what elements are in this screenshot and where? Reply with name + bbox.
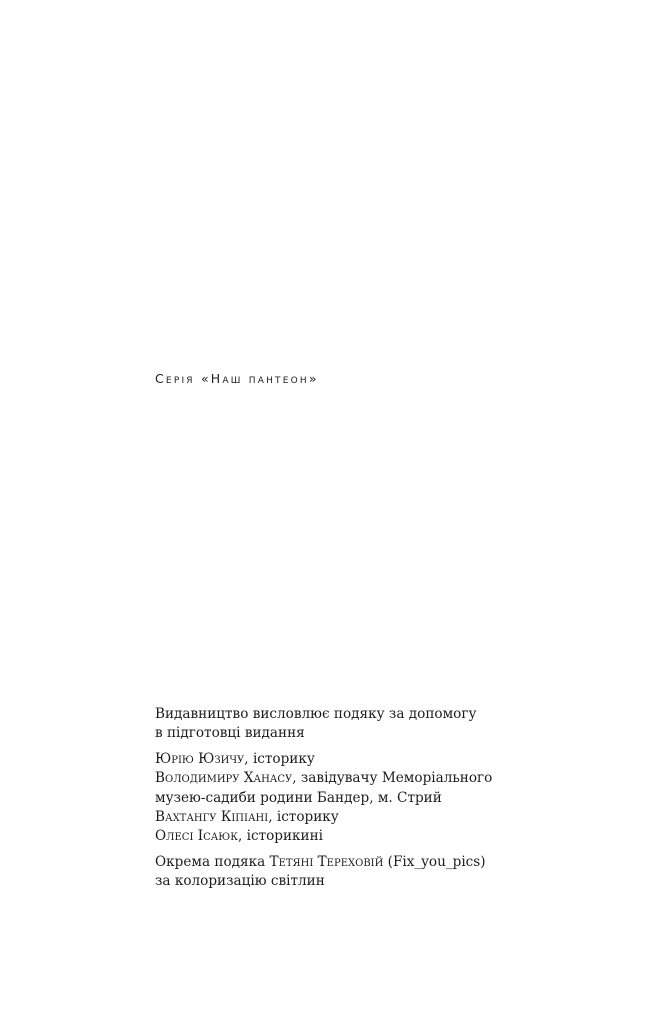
person-line <box>155 827 635 846</box>
special-suffix: (Fix_you_pics) <box>383 853 486 870</box>
person-line-continuation <box>155 789 635 808</box>
special-name: Тетяні Тереховій <box>269 853 384 870</box>
person-name: Володимиру Ханасу <box>155 770 293 787</box>
special-prefix: Окрема подяка <box>155 853 270 870</box>
person-role: , історикині <box>237 828 324 845</box>
acknowledgements-intro <box>155 705 635 744</box>
special-thanks <box>155 853 635 892</box>
person-name: Вахтангу Кіпіані <box>155 809 269 826</box>
series-label: Серія <box>155 371 195 386</box>
series-title <box>155 371 319 386</box>
person-role: музею-садиби родини Бандер, м. Стрий <box>155 789 442 806</box>
special-thanks-line-2: за колоризацію світлин <box>155 873 325 890</box>
person-line <box>155 769 635 788</box>
intro-line-1: Видавництво висловлює подяку за допомогу <box>155 706 477 722</box>
person-role: , завідувачу Меморіального <box>292 770 493 787</box>
person-role: , історику <box>268 809 339 826</box>
special-thanks-line-1 <box>155 853 635 872</box>
person-line <box>155 808 635 827</box>
person-name: Юрію Юзичу <box>155 750 245 767</box>
person-line <box>155 750 635 769</box>
series-name: «Наш пантеон» <box>200 371 319 386</box>
person-role: , історику <box>244 750 315 767</box>
acknowledged-people-list <box>155 750 635 847</box>
acknowledgements-block <box>155 705 635 898</box>
person-name: Олесі Ісаюк <box>155 828 238 845</box>
intro-line-2: в підготовці видання <box>155 725 305 742</box>
